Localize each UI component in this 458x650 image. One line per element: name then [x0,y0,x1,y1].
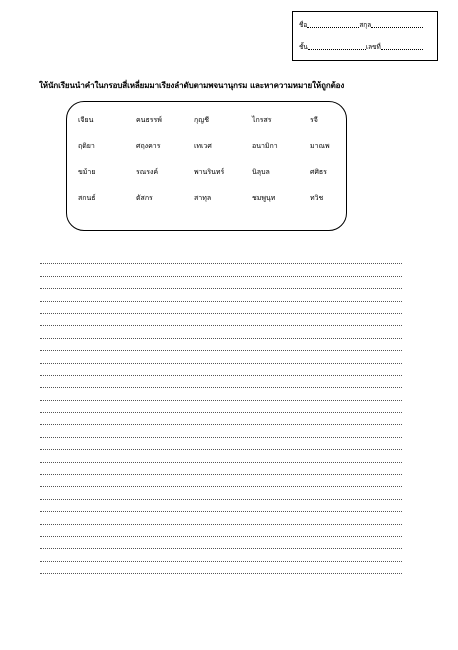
writing-line[interactable] [40,302,402,314]
word-item: อนามิกา [252,142,278,150]
word-item: สาทุล [194,194,212,202]
word-grid [78,115,368,219]
number-field[interactable] [381,42,423,50]
word-box [66,101,347,231]
writing-line[interactable] [40,413,402,425]
writing-line[interactable] [40,252,402,264]
instruction-text: ให้นักเรียนนำคำในกรอบสี่เหลี่ยมมาเรียงลำดับตามพจนานุกรม และหาความหมายให้ถูกต้อง [39,81,345,90]
writing-line[interactable] [40,525,402,537]
word-item: กุญชี [194,116,209,124]
word-item: ชมพูนุท [252,194,276,202]
writing-line[interactable] [40,277,402,289]
writing-lines [40,252,402,574]
writing-line[interactable] [40,463,402,475]
name-field[interactable] [307,20,359,28]
word-item: เทเวศ [194,142,212,150]
writing-line[interactable] [40,425,402,437]
writing-line[interactable] [40,339,402,351]
number-label: เลขที่ [365,42,381,51]
writing-line[interactable] [40,289,402,301]
writing-line[interactable] [40,475,402,487]
writing-line[interactable] [40,401,402,413]
word-item: มาณพ [310,142,330,150]
writing-line[interactable] [40,537,402,549]
class-field[interactable] [308,42,366,50]
surname-label: สกุล [359,20,372,29]
writing-line[interactable] [40,388,402,400]
writing-line[interactable] [40,264,402,276]
word-item: สกนธ์ [78,194,96,202]
writing-line[interactable] [40,450,402,462]
word-item: รจี [310,116,318,124]
writing-line[interactable] [40,326,402,338]
word-item: นิลุบล [252,168,270,176]
word-item: ตัสกร [136,194,153,202]
writing-line[interactable] [40,500,402,512]
writing-line[interactable] [40,351,402,363]
class-row [299,40,437,50]
word-item: เจียน [78,116,94,124]
writing-line[interactable] [40,438,402,450]
word-item: ทวิช [310,194,324,202]
writing-line[interactable] [40,364,402,376]
word-item: รณรงค์ [136,168,159,176]
word-item: ศฤงคาร [136,142,161,150]
writing-line[interactable] [40,376,402,388]
student-info-box [292,11,438,61]
name-row [299,18,437,28]
writing-line[interactable] [40,314,402,326]
writing-line[interactable] [40,487,402,499]
word-item: ไกรสร [252,116,272,124]
word-item: พานรินทร์ [194,168,225,176]
word-item: คนธรรพ์ [136,116,162,124]
writing-line[interactable] [40,512,402,524]
word-item: ฤดิยา [78,142,95,150]
writing-line[interactable] [40,549,402,561]
word-item: ศศิธร [310,168,327,176]
name-label: ชื่อ [299,20,308,29]
word-item: ขม้าย [78,168,96,176]
class-label: ชั้น [299,42,308,51]
writing-line[interactable] [40,562,402,574]
surname-field[interactable] [371,20,423,28]
